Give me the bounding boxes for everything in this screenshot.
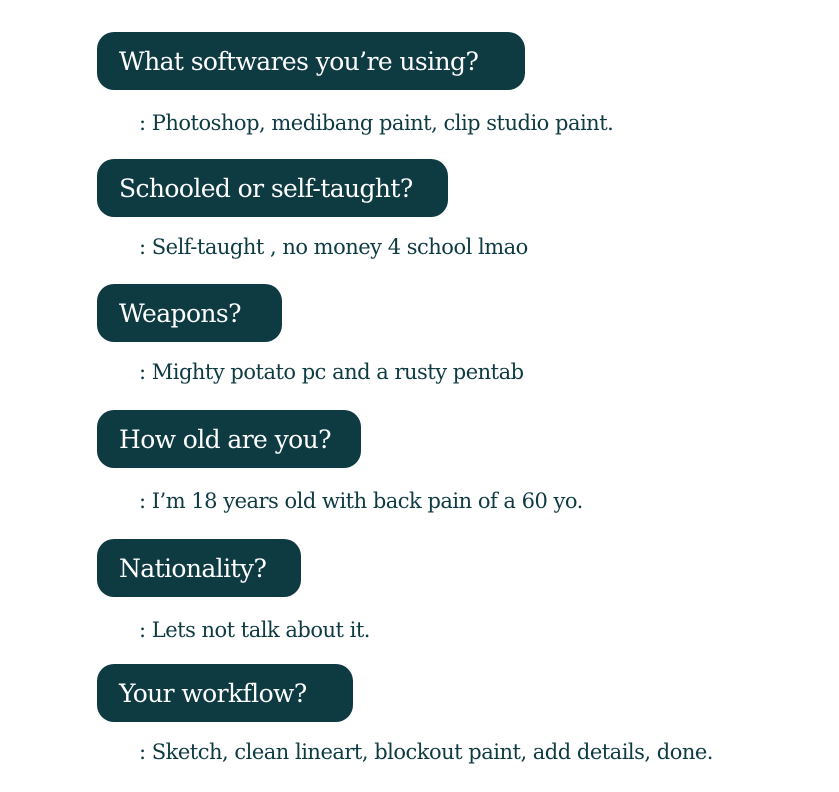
question-text: How old are you? — [119, 424, 331, 454]
question-pill-schooling — [97, 159, 448, 217]
question-pill-software — [97, 32, 525, 90]
answer-weapons: : Mighty potato pc and a rusty pentab — [139, 360, 524, 384]
question-text: What softwares you’re using? — [119, 46, 479, 76]
question-text: Nationality? — [119, 553, 267, 583]
answer-age: : I’m 18 years old with back pain of a 60 yo. — [139, 489, 583, 513]
answer-schooling: : Self-taught , no money 4 school lmao — [139, 235, 528, 259]
answer-nationality: : Lets not talk about it. — [139, 618, 370, 642]
question-pill-nationality — [97, 539, 301, 597]
question-text: Schooled or self-taught? — [119, 173, 413, 203]
question-text: Your workflow? — [119, 678, 307, 708]
question-pill-weapons — [97, 284, 282, 342]
question-text: Weapons? — [119, 298, 241, 328]
question-pill-workflow — [97, 664, 353, 722]
question-pill-age — [97, 410, 361, 468]
answer-software: : Photoshop, medibang paint, clip studio paint. — [139, 111, 614, 135]
answer-workflow: : Sketch, clean lineart, blockout paint, add details, done. — [139, 740, 713, 764]
